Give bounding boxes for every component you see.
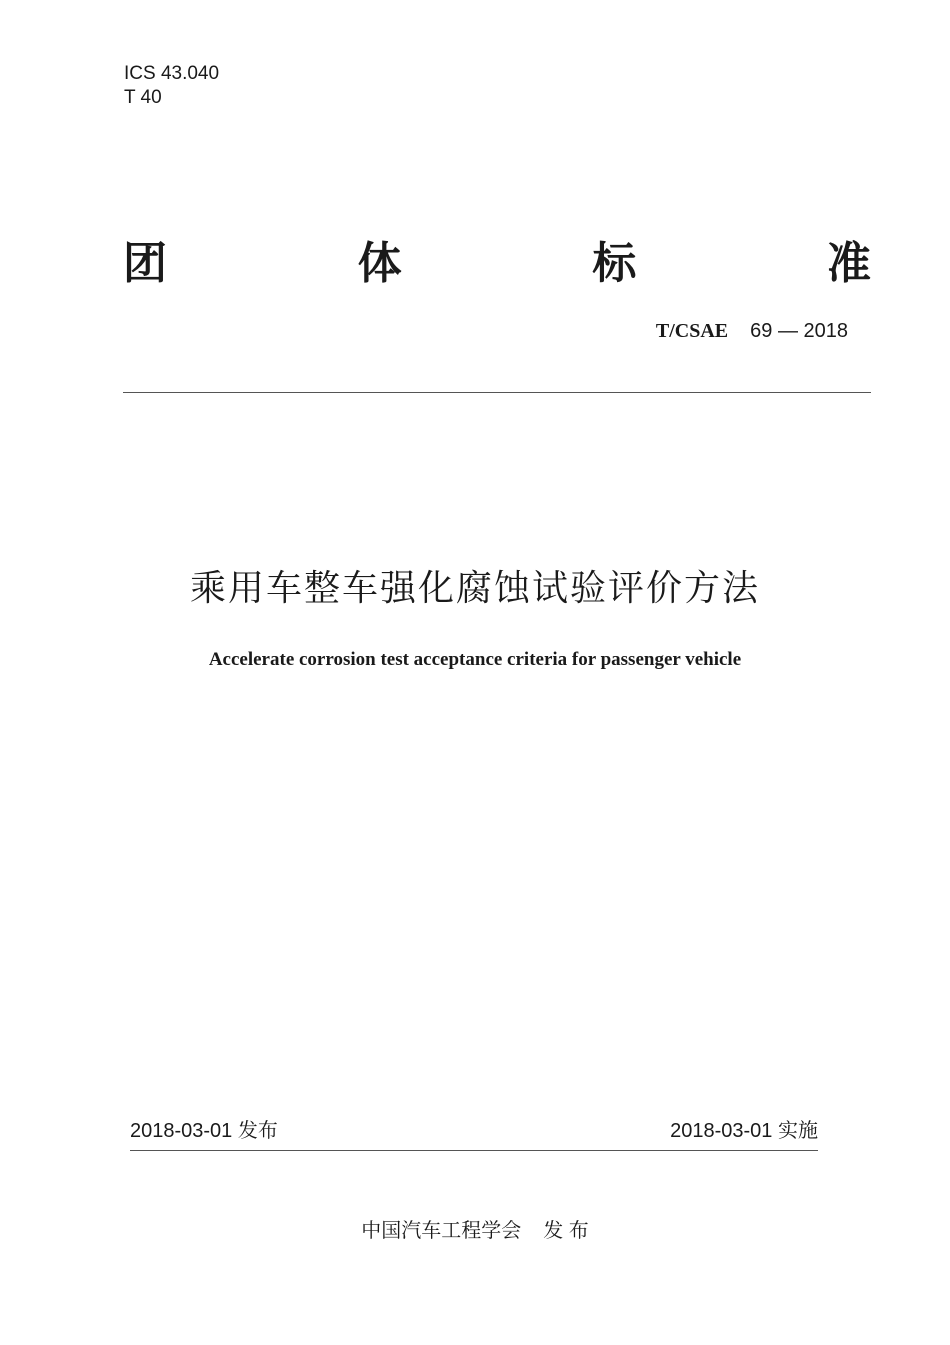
publisher-org: 中国汽车工程学会 xyxy=(361,1220,522,1242)
standard-type-char: 标 xyxy=(592,238,637,289)
bottom-divider xyxy=(130,1150,818,1151)
issue-date: 2018-03-01 发布 xyxy=(130,1120,278,1142)
standard-code: T/CSAE xyxy=(655,320,729,342)
standard-type-char: 团 xyxy=(123,238,167,289)
dates-row xyxy=(130,1117,818,1145)
standard-type-char: 体 xyxy=(357,238,402,289)
ics-block xyxy=(124,62,219,110)
standard-type-char: 准 xyxy=(826,238,871,289)
ics-code: ICS 43.040 xyxy=(124,63,220,84)
implementation-date: 2018-03-01 实施 xyxy=(670,1120,818,1142)
title-chinese: 乘用车整车强化腐蚀试验评价方法 xyxy=(189,568,760,609)
top-divider xyxy=(123,392,871,393)
standard-number xyxy=(656,318,848,344)
publisher-line xyxy=(0,1216,950,1246)
title-english: Accelerate corrosion test acceptance criteria for passenger vehicle xyxy=(208,649,742,670)
standard-type-heading xyxy=(123,236,871,292)
classification-code: T 40 xyxy=(124,87,162,108)
standard-number-year: 69 — 2018 xyxy=(750,320,848,342)
publisher-action: 发 布 xyxy=(543,1220,589,1242)
